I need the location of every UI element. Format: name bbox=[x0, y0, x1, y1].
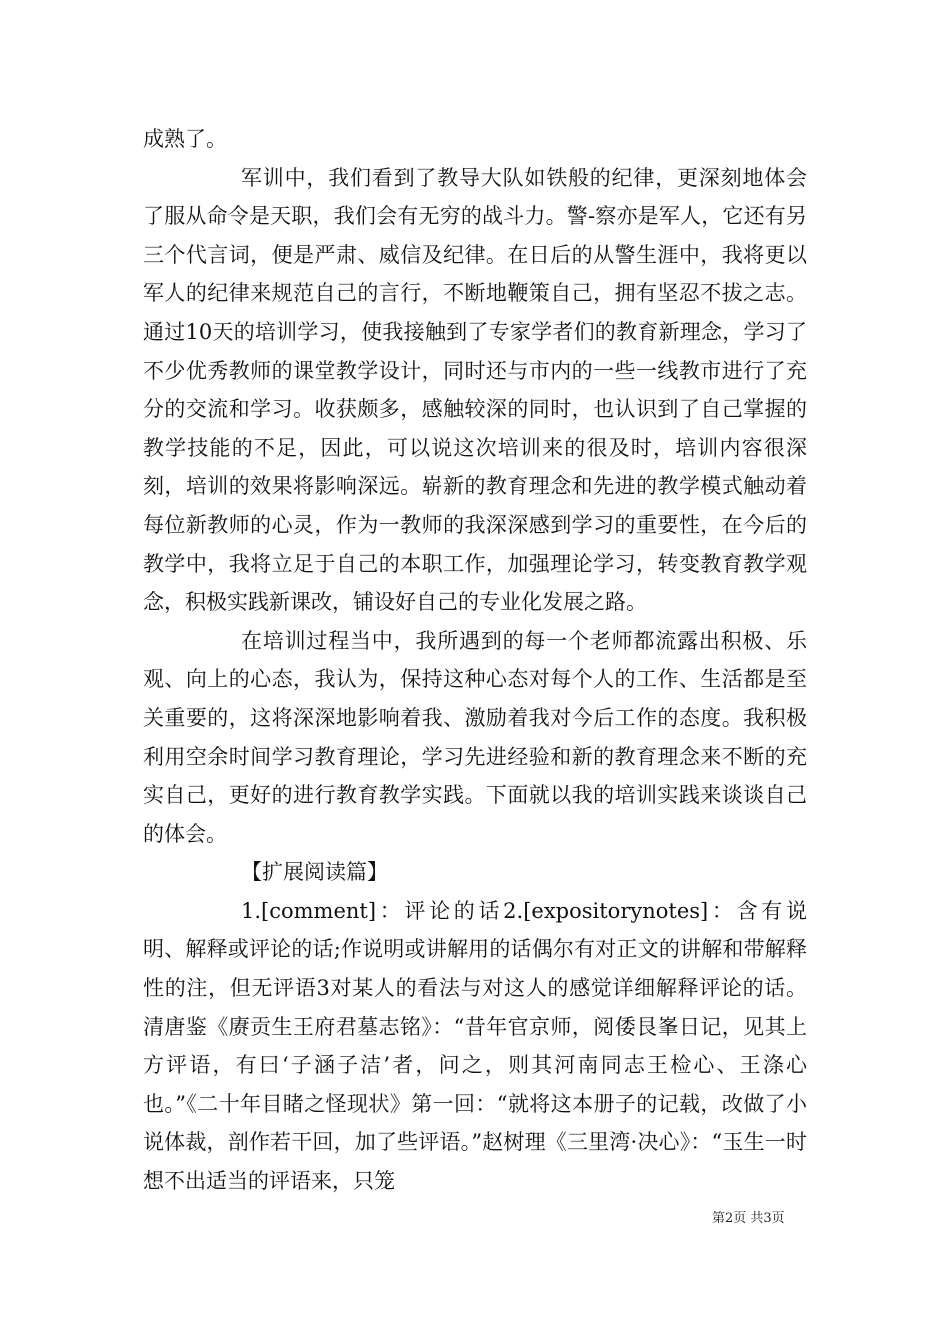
extended-reading-heading: 【扩展阅读篇】 bbox=[241, 860, 388, 885]
paragraph-continuation: 成熟了。 bbox=[143, 127, 227, 151]
document-body bbox=[143, 120, 807, 1201]
page-number-footer: 第2页 共3页 bbox=[712, 1211, 785, 1226]
paragraph-comment-definition: 1.[comment]：评论的话2.[expositorynotes]：含有说明、解释或评论的话;作说明或讲解用的话偶尔有对正文的讲解和带解释性的注，但无评语3对某人的看法与对这人的感觉详细解释评论的话。清唐鉴《赓贡生王府君墓志铭》：“昔年官京师，阅倭艮峯日记，见其上方评语，有曰‘子涵子洁’者，问之，则其河南同志王检心、王涤心也。”《二十年目睹之怪现状》第一回：“就将这本册子的记载，改做了小说体裁，剖作若干回，加了些评语。”赵树理《三里湾·决心》：“玉生一时想不出适当的评语来，只笼 bbox=[143, 898, 807, 1194]
paragraph-military-training: 军训中，我们看到了教导大队如铁般的纪律，更深刻地体会了服从命令是天职，我们会有无穷的战斗力。警-察亦是军人，它还有另三个代言词，便是严肃、威信及纪律。在日后的从警生涯中，我将更以军人的纪律来规范自己的言行，不断地鞭策自己，拥有坚忍不拔之志。通过10天的培训学习，使我接触到了专家学者们的教育新理念，学习了不少优秀教师的课堂教学设计，同时还与市内的一些一线教市进行了充分的交流和学习。收获颇多，感触较深的同时，也认识到了自己掌握的教学技能的不足，因此，可以说这次培训来的很及时，培训内容很深刻，培训的效果将影响深远。崭新的教育理念和先进的教学模式触动着每位新教师的心灵，作为一教师的我深深感到学习的重要性，在今后的教学中，我将立足于自己的本职工作，加强理论学习，转变教育教学观念，积极实践新课改，铺设好自己的专业化发展之路。 bbox=[143, 165, 807, 615]
paragraph-training-process: 在培训过程当中，我所遇到的每一个老师都流露出积极、乐观、向上的心态，我认为，保持这种心态对每个人的工作、生活都是至关重要的，这将深深地影响着我、激励着我对今后工作的态度。我积极利用空余时间学习教育理论，学习先进经验和新的教育理念来不断的充实自己，更好的进行教育教学实践。下面就以我的培训实践来谈谈自己的体会。 bbox=[143, 628, 807, 846]
